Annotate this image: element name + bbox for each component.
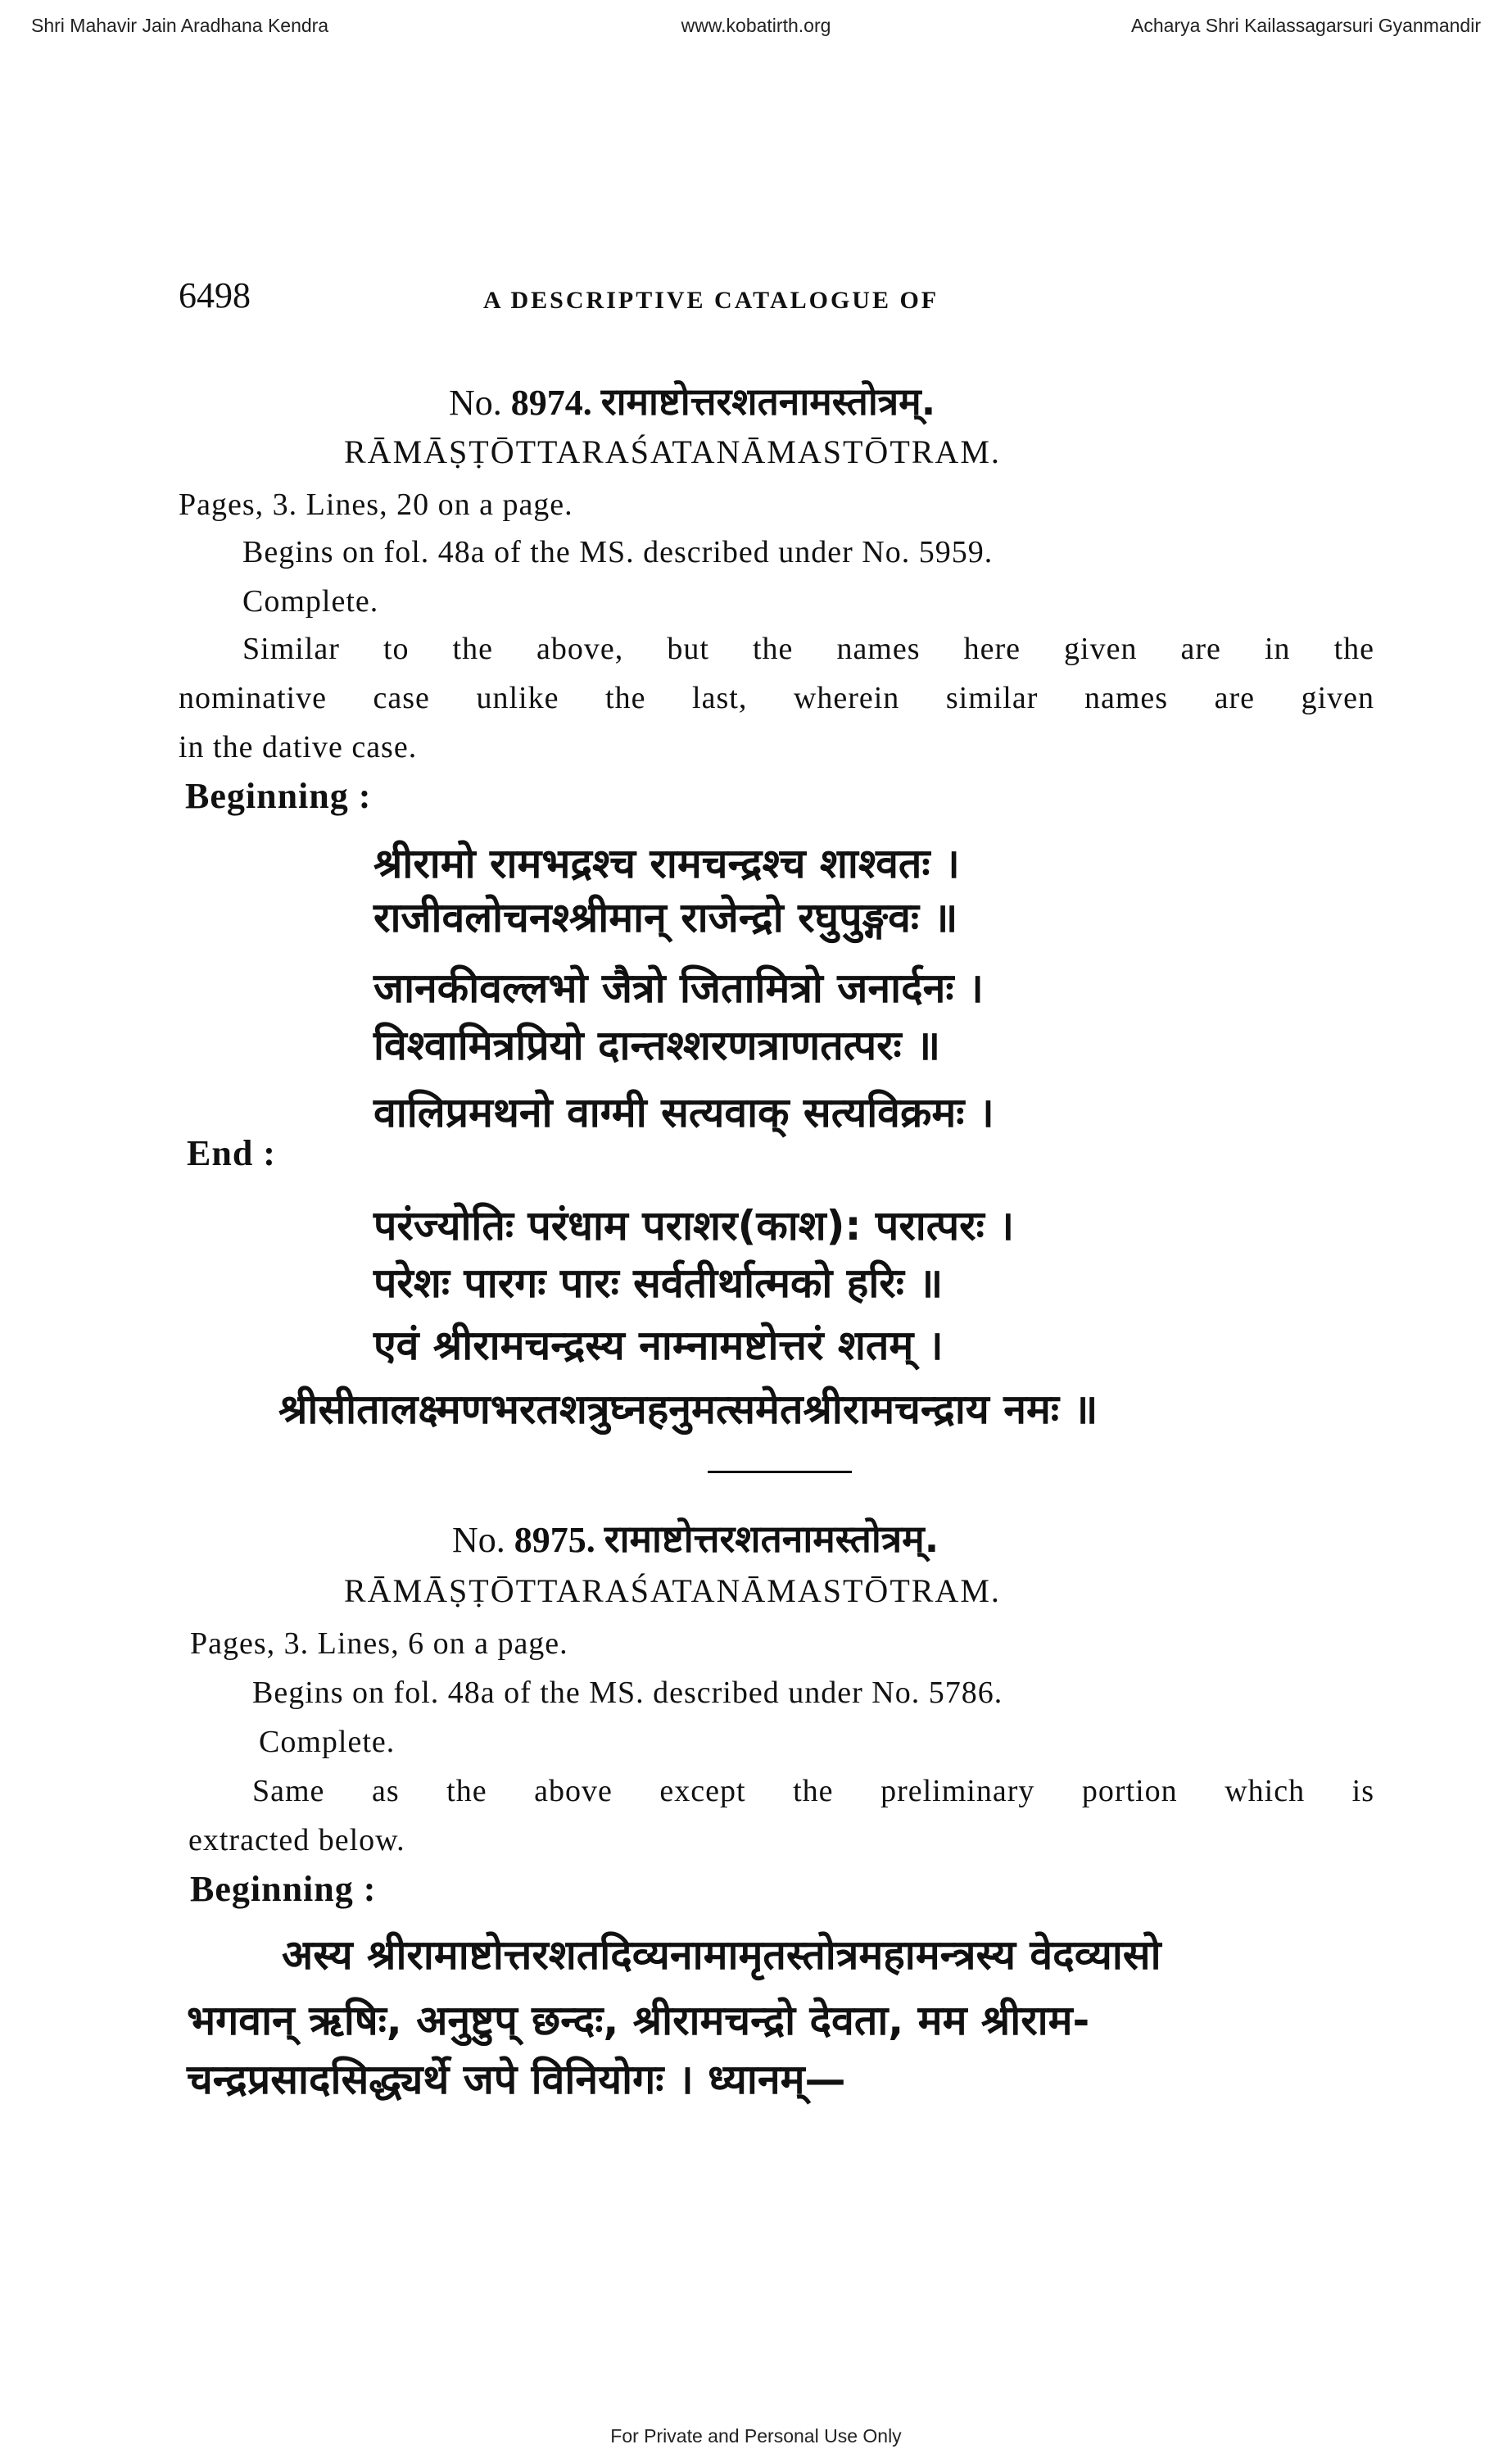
beginning-label: Beginning :: [185, 776, 372, 816]
header-center-url: www.kobatirth.org: [681, 15, 831, 36]
verse-line: वालिप्रमथनो वाग्मी सत्यवाक् सत्यविक्रमः ।: [373, 1089, 994, 1136]
entry-8975-begins: Begins on fol. 48a of the MS. described under No. 5786.: [252, 1676, 1003, 1710]
entry-8975-pages: Pages, 3. Lines, 6 on a page.: [190, 1626, 568, 1661]
prose-line: अस्य श्रीरामाष्टोत्तरशतदिव्यनामामृतस्तोत्रमहामन्त्रस्य वेदव्यासो: [282, 1931, 1161, 1979]
entry-title-sanskrit: रामाष्टोत्तरशतनामस्तोत्रम्.: [604, 1517, 939, 1561]
entry-8974-heading: [449, 375, 935, 426]
verse-line: राजीवलोचनश्श्रीमान् राजेन्द्रो रघुपुङ्गवः ॥: [373, 894, 958, 941]
entry-8974-transliteration: RĀMĀṢṬŌTTARAŚATANĀMASTŌTRAM.: [344, 433, 1001, 470]
prose-line: चन्द्रप्रसादसिद्ध्यर्थे जपे विनियोगः । ध्यानम्—: [187, 2056, 846, 2103]
entry-no-label: No.: [452, 1520, 505, 1560]
verse-line: परेशः पारगः पारः सर्वतीर्थात्मको हरिः ॥: [373, 1259, 944, 1307]
entry-8975-desc-line-1: Same as the above except the preliminary portion which is: [252, 1774, 1374, 1808]
prose-line: भगवान् ऋषिः, अनुष्टुप् छन्दः, श्रीरामचन्द्रो देवता, मम श्रीराम-: [187, 1997, 1090, 2044]
entry-no-label: No.: [449, 383, 502, 423]
entry-8974-desc-line-2: nominative case unlike the last, wherein similar names are given: [179, 681, 1374, 715]
verse-line: श्रीसीतालक्ष्मणभरतशत्रुघ्नहनुमत्समेतश्रीरामचन्द्राय नमः ॥: [278, 1385, 1098, 1433]
page-number: 6498: [179, 275, 251, 315]
verse-line: श्रीरामो रामभद्रश्च रामचन्द्रश्च शाश्वतः ।: [373, 840, 960, 887]
entry-8975-transliteration: RĀMĀṢṬŌTTARAŚATANĀMASTŌTRAM.: [344, 1572, 1001, 1609]
verse-line: विश्वामित्रप्रियो दान्तश्शरणत्राणतत्परः ॥: [373, 1022, 941, 1069]
entry-8974-desc-line-1: Similar to the above, but the names here given are in the: [242, 632, 1374, 666]
header-left-text: Shri Mahavir Jain Aradhana Kendra: [31, 15, 329, 36]
entry-number: 8974.: [510, 383, 592, 423]
entry-8974-desc-line-3: in the dative case.: [179, 730, 418, 764]
running-title: A DESCRIPTIVE CATALOGUE OF: [483, 287, 939, 314]
entry-title-sanskrit: रामाष्टोत्तरशतनामस्तोत्रम्.: [600, 379, 936, 424]
verse-line: जानकीवल्लभो जैत्रो जितामित्रो जनार्दनः ।: [373, 964, 984, 1012]
verse-line: एवं श्रीरामचन्द्रस्य नाम्नामष्टोत्तरं शतम् ।: [373, 1322, 944, 1369]
entry-8974-pages: Pages, 3. Lines, 20 on a page.: [179, 488, 573, 522]
entry-8974-begins: Begins on fol. 48a of the MS. described under No. 5959.: [242, 535, 994, 569]
entry-number: 8975.: [514, 1520, 595, 1560]
entry-8975-desc-line-2: extracted below.: [188, 1823, 405, 1857]
entry-8975-heading: [452, 1512, 939, 1563]
entry-8975-complete: Complete.: [259, 1725, 396, 1759]
beginning-label: Beginning :: [190, 1869, 377, 1909]
entry-8974-complete: Complete.: [242, 584, 379, 619]
verse-line: परंज्योतिः परंधाम पराशर(काश): परात्परः ।: [373, 1202, 1015, 1249]
end-label: End :: [187, 1133, 276, 1173]
footer-notice: For Private and Personal Use Only: [610, 2425, 902, 2447]
header-right-text: Acharya Shri Kailassagarsuri Gyanmandir: [1131, 15, 1481, 36]
entry-divider: [708, 1471, 852, 1473]
